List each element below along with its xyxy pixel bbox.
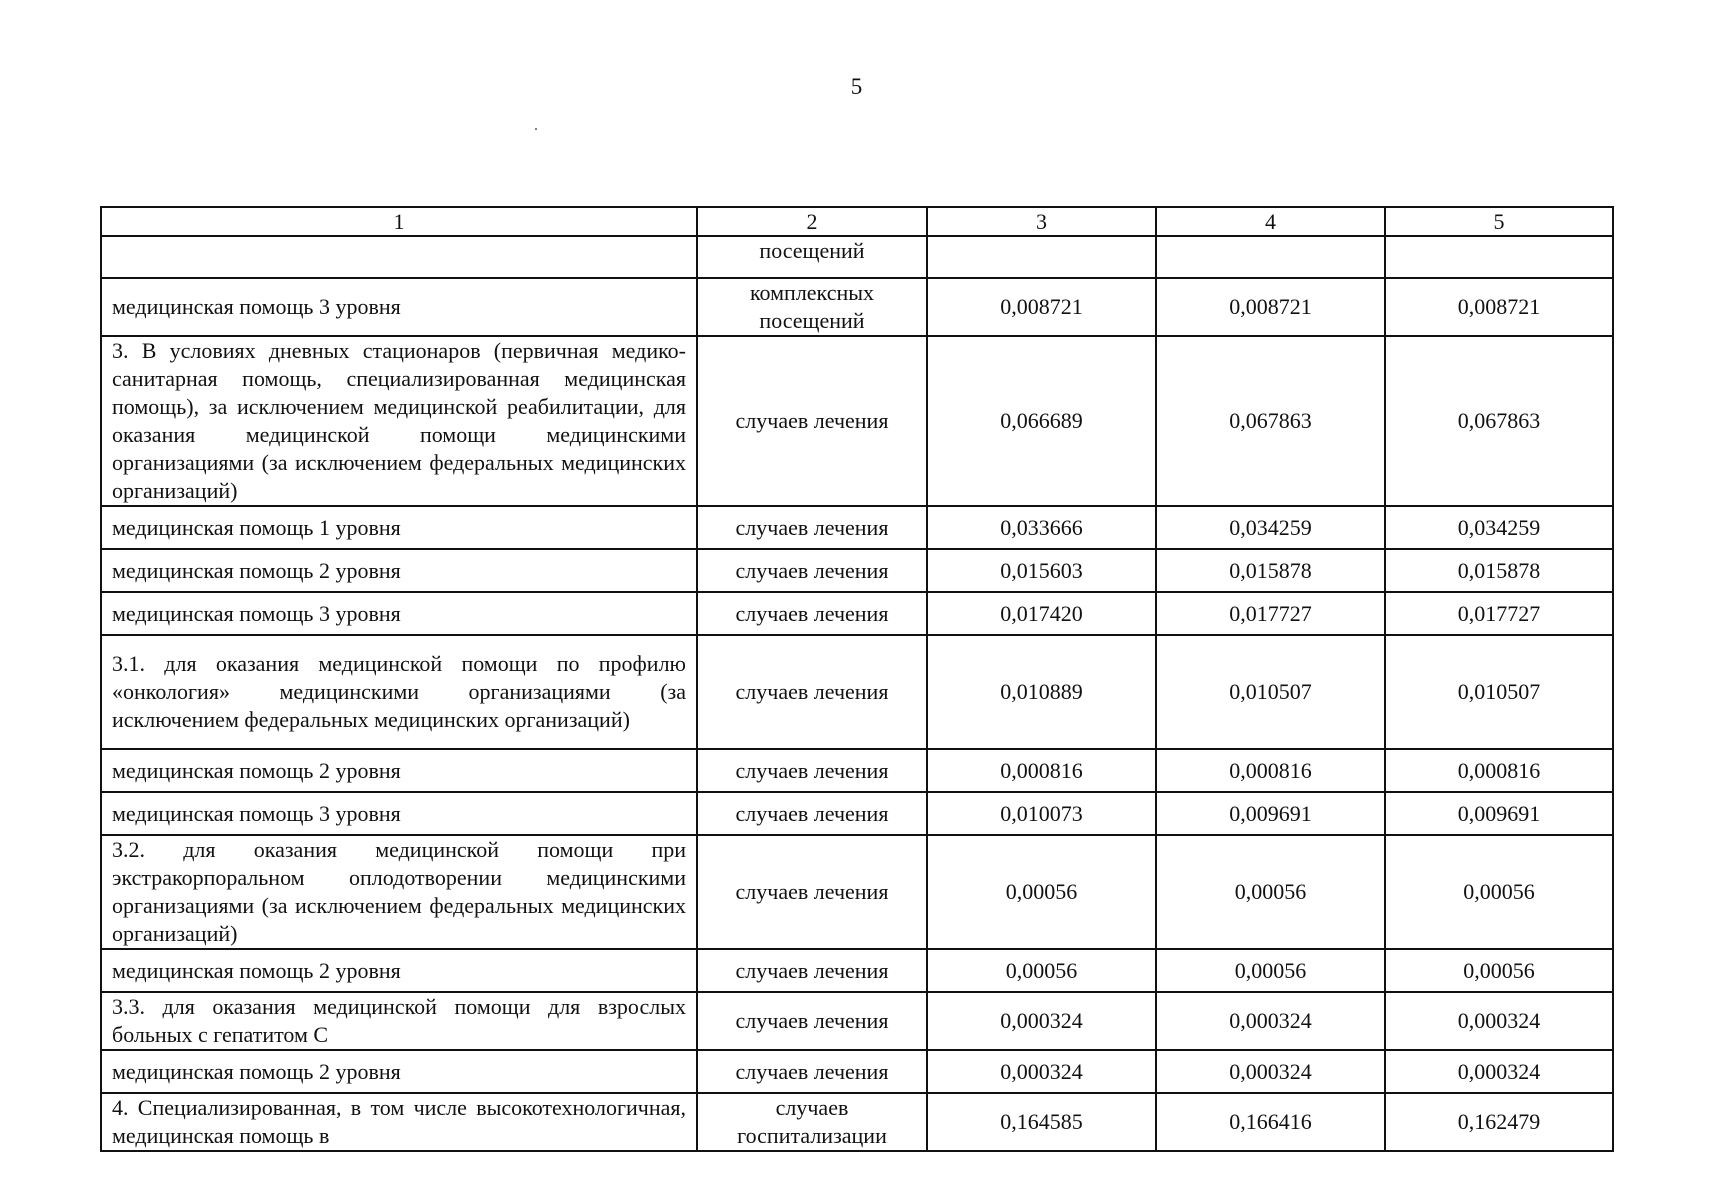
row-unit-cell: случаев лечения <box>697 592 927 635</box>
table-header-row <box>101 207 1613 236</box>
row-name-cell: 3.3. для оказания медицинской помощи для взрослых больных с гепатитом С <box>101 992 697 1050</box>
value-col4-cell: 0,000816 <box>1156 749 1385 792</box>
row-name-cell: медицинская помощь 3 уровня <box>101 278 697 336</box>
row-unit-cell: случаев лечения <box>697 336 927 506</box>
value-col3-cell: 0,066689 <box>927 336 1156 506</box>
value-col3-cell: 0,010073 <box>927 792 1156 835</box>
value-col4-cell: 0,015878 <box>1156 549 1385 592</box>
table-row <box>101 1050 1613 1093</box>
row-name-cell: медицинская помощь 2 уровня <box>101 1050 697 1093</box>
value-col4-cell <box>1156 236 1385 278</box>
value-col5-cell <box>1385 236 1613 278</box>
row-unit-cell: случаев лечения <box>697 835 927 949</box>
row-name-cell: медицинская помощь 3 уровня <box>101 792 697 835</box>
table-row <box>101 592 1613 635</box>
table-row <box>101 278 1613 336</box>
value-col5-cell: 0,017727 <box>1385 592 1613 635</box>
column-header-3: 3 <box>927 207 1156 236</box>
row-name-cell: медицинская помощь 1 уровня <box>101 506 697 549</box>
table-row <box>101 1093 1613 1151</box>
value-col5-cell: 0,010507 <box>1385 635 1613 749</box>
value-col4-cell: 0,017727 <box>1156 592 1385 635</box>
value-col5-cell: 0,000816 <box>1385 749 1613 792</box>
row-unit-cell: случаев лечения <box>697 749 927 792</box>
table-row <box>101 549 1613 592</box>
value-col4-cell: 0,000324 <box>1156 1050 1385 1093</box>
row-name-cell <box>101 236 697 278</box>
value-col5-cell: 0,162479 <box>1385 1093 1613 1151</box>
value-col5-cell: 0,000324 <box>1385 1050 1613 1093</box>
row-name-cell: 3. В условиях дневных стационаров (первичная медико-санитарная помощь, специализированная медицинская помощь), за исключением медицинской реабилитации, для оказания медицинской помощи медицинскими организациями (за исключением федеральных медицинских организаций) <box>101 336 697 506</box>
table-row <box>101 506 1613 549</box>
row-name-cell: медицинская помощь 2 уровня <box>101 949 697 992</box>
row-name-cell: 3.1. для оказания медицинской помощи по профилю «онкология» медицинскими организациями (за исключением федеральных медицинских организаций) <box>101 635 697 749</box>
row-unit-cell: случаев госпитализации <box>697 1093 927 1151</box>
table-row <box>101 792 1613 835</box>
value-col5-cell: 0,034259 <box>1385 506 1613 549</box>
value-col5-cell: 0,009691 <box>1385 792 1613 835</box>
row-unit-cell: случаев лечения <box>697 635 927 749</box>
table-row <box>101 835 1613 949</box>
row-name-cell: медицинская помощь 2 уровня <box>101 749 697 792</box>
value-col4-cell: 0,00056 <box>1156 835 1385 949</box>
value-col3-cell: 0,000324 <box>927 1050 1156 1093</box>
row-unit-cell: случаев лечения <box>697 792 927 835</box>
row-name-cell: медицинская помощь 2 уровня <box>101 549 697 592</box>
value-col3-cell <box>927 236 1156 278</box>
value-col4-cell: 0,00056 <box>1156 949 1385 992</box>
value-col3-cell: 0,033666 <box>927 506 1156 549</box>
table-row <box>101 236 1613 278</box>
row-name-cell: медицинская помощь 3 уровня <box>101 592 697 635</box>
value-col3-cell: 0,010889 <box>927 635 1156 749</box>
value-col5-cell: 0,067863 <box>1385 336 1613 506</box>
row-unit-cell: случаев лечения <box>697 549 927 592</box>
table-row <box>101 749 1613 792</box>
row-name-cell: 4. Специализированная, в том числе высокотехнологичная, медицинская помощь в <box>101 1093 697 1151</box>
value-col5-cell: 0,008721 <box>1385 278 1613 336</box>
value-col4-cell: 0,008721 <box>1156 278 1385 336</box>
column-header-4: 4 <box>1156 207 1385 236</box>
row-unit-cell: случаев лечения <box>697 949 927 992</box>
row-unit-cell: случаев лечения <box>697 506 927 549</box>
value-col3-cell: 0,00056 <box>927 835 1156 949</box>
value-col5-cell: 0,00056 <box>1385 835 1613 949</box>
value-col3-cell: 0,015603 <box>927 549 1156 592</box>
value-col4-cell: 0,034259 <box>1156 506 1385 549</box>
value-col5-cell: 0,00056 <box>1385 949 1613 992</box>
page-number: 5 <box>850 74 863 99</box>
value-col3-cell: 0,00056 <box>927 949 1156 992</box>
value-col3-cell: 0,000816 <box>927 749 1156 792</box>
row-unit-cell: случаев лечения <box>697 1050 927 1093</box>
row-name-cell: 3.2. для оказания медицинской помощи при экстракорпоральном оплодотворении медицинскими организациями (за исключением федеральных медицинских организаций) <box>101 835 697 949</box>
row-unit-cell: посещений <box>697 236 927 278</box>
column-header-2: 2 <box>697 207 927 236</box>
value-col4-cell: 0,000324 <box>1156 992 1385 1050</box>
table-row <box>101 635 1613 749</box>
norms-table <box>100 206 1614 1152</box>
value-col3-cell: 0,008721 <box>927 278 1156 336</box>
value-col5-cell: 0,000324 <box>1385 992 1613 1050</box>
value-col3-cell: 0,000324 <box>927 992 1156 1050</box>
table-row <box>101 949 1613 992</box>
value-col3-cell: 0,017420 <box>927 592 1156 635</box>
row-unit-cell: комплексных посещений <box>697 278 927 336</box>
scan-speck <box>535 128 537 130</box>
table-row <box>101 336 1613 506</box>
table-row <box>101 992 1613 1050</box>
row-unit-cell: случаев лечения <box>697 992 927 1050</box>
value-col4-cell: 0,010507 <box>1156 635 1385 749</box>
value-col4-cell: 0,009691 <box>1156 792 1385 835</box>
value-col4-cell: 0,166416 <box>1156 1093 1385 1151</box>
column-header-5: 5 <box>1385 207 1613 236</box>
value-col5-cell: 0,015878 <box>1385 549 1613 592</box>
value-col4-cell: 0,067863 <box>1156 336 1385 506</box>
value-col3-cell: 0,164585 <box>927 1093 1156 1151</box>
column-header-1: 1 <box>101 207 697 236</box>
